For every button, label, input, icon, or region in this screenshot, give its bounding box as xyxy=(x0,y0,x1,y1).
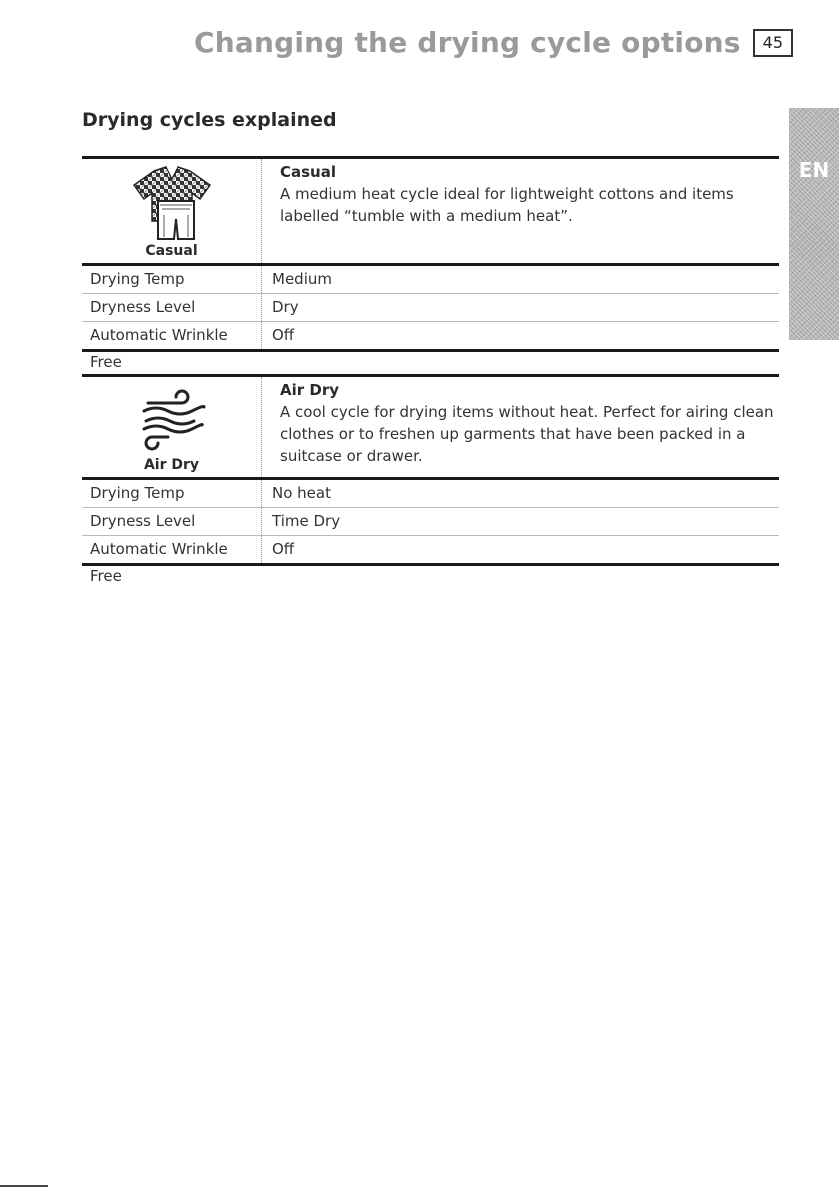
page-header xyxy=(194,26,793,59)
cycle-description-cell xyxy=(262,159,779,263)
setting-label: Automatic Wrinkle Free xyxy=(82,322,262,349)
cycle-name: Casual xyxy=(280,163,337,181)
cycle-description: A cool cycle for drying items without heat. Perfect for airing clean clothes or to freshen up garments that have been packed in a suitcase or drawer. xyxy=(280,403,774,465)
setting-label: Automatic Wrinkle Free xyxy=(82,536,262,563)
setting-value: Off xyxy=(272,326,295,344)
casual-shirt-shorts-icon xyxy=(124,165,220,241)
setting-row-drying-temp xyxy=(82,480,779,507)
setting-row-dryness-level xyxy=(82,293,779,321)
cycle-icon-cell xyxy=(82,159,262,263)
setting-value: No heat xyxy=(272,484,331,502)
cycle-icon-cell xyxy=(82,377,262,477)
language-tab xyxy=(789,108,839,340)
language-tab-label: EN xyxy=(798,158,830,182)
setting-row-drying-temp xyxy=(82,266,779,293)
setting-value: Dry xyxy=(272,298,299,316)
setting-label: Drying Temp xyxy=(82,266,262,293)
section-heading: Drying cycles explained xyxy=(82,109,337,131)
page-number: 45 xyxy=(753,29,793,57)
setting-value: Time Dry xyxy=(272,512,341,530)
cycle-header xyxy=(82,377,779,480)
cycle-block-casual xyxy=(82,156,779,371)
cycle-icon-caption: Air Dry xyxy=(143,457,200,473)
page-title: Changing the drying cycle options xyxy=(194,26,741,59)
setting-row-wrinkle-free xyxy=(82,535,779,585)
setting-value: Medium xyxy=(272,270,332,288)
cycle-header xyxy=(82,159,779,266)
setting-label: Drying Temp xyxy=(82,480,262,507)
setting-label: Dryness Level xyxy=(82,508,262,535)
cycle-block-air-dry xyxy=(82,374,779,585)
cycle-description-cell xyxy=(262,377,779,477)
setting-row-wrinkle-free xyxy=(82,321,779,371)
setting-row-dryness-level xyxy=(82,507,779,535)
setting-value: Off xyxy=(272,540,295,558)
footer-divider xyxy=(0,1185,48,1187)
cycle-icon-caption: Casual xyxy=(145,243,198,259)
setting-label: Dryness Level xyxy=(82,294,262,321)
cycle-name: Air Dry xyxy=(280,381,339,399)
cycle-description: A medium heat cycle ideal for lightweight cottons and items labelled “tumble with a medium heat”. xyxy=(280,185,734,225)
air-dry-wind-icon xyxy=(132,383,212,455)
